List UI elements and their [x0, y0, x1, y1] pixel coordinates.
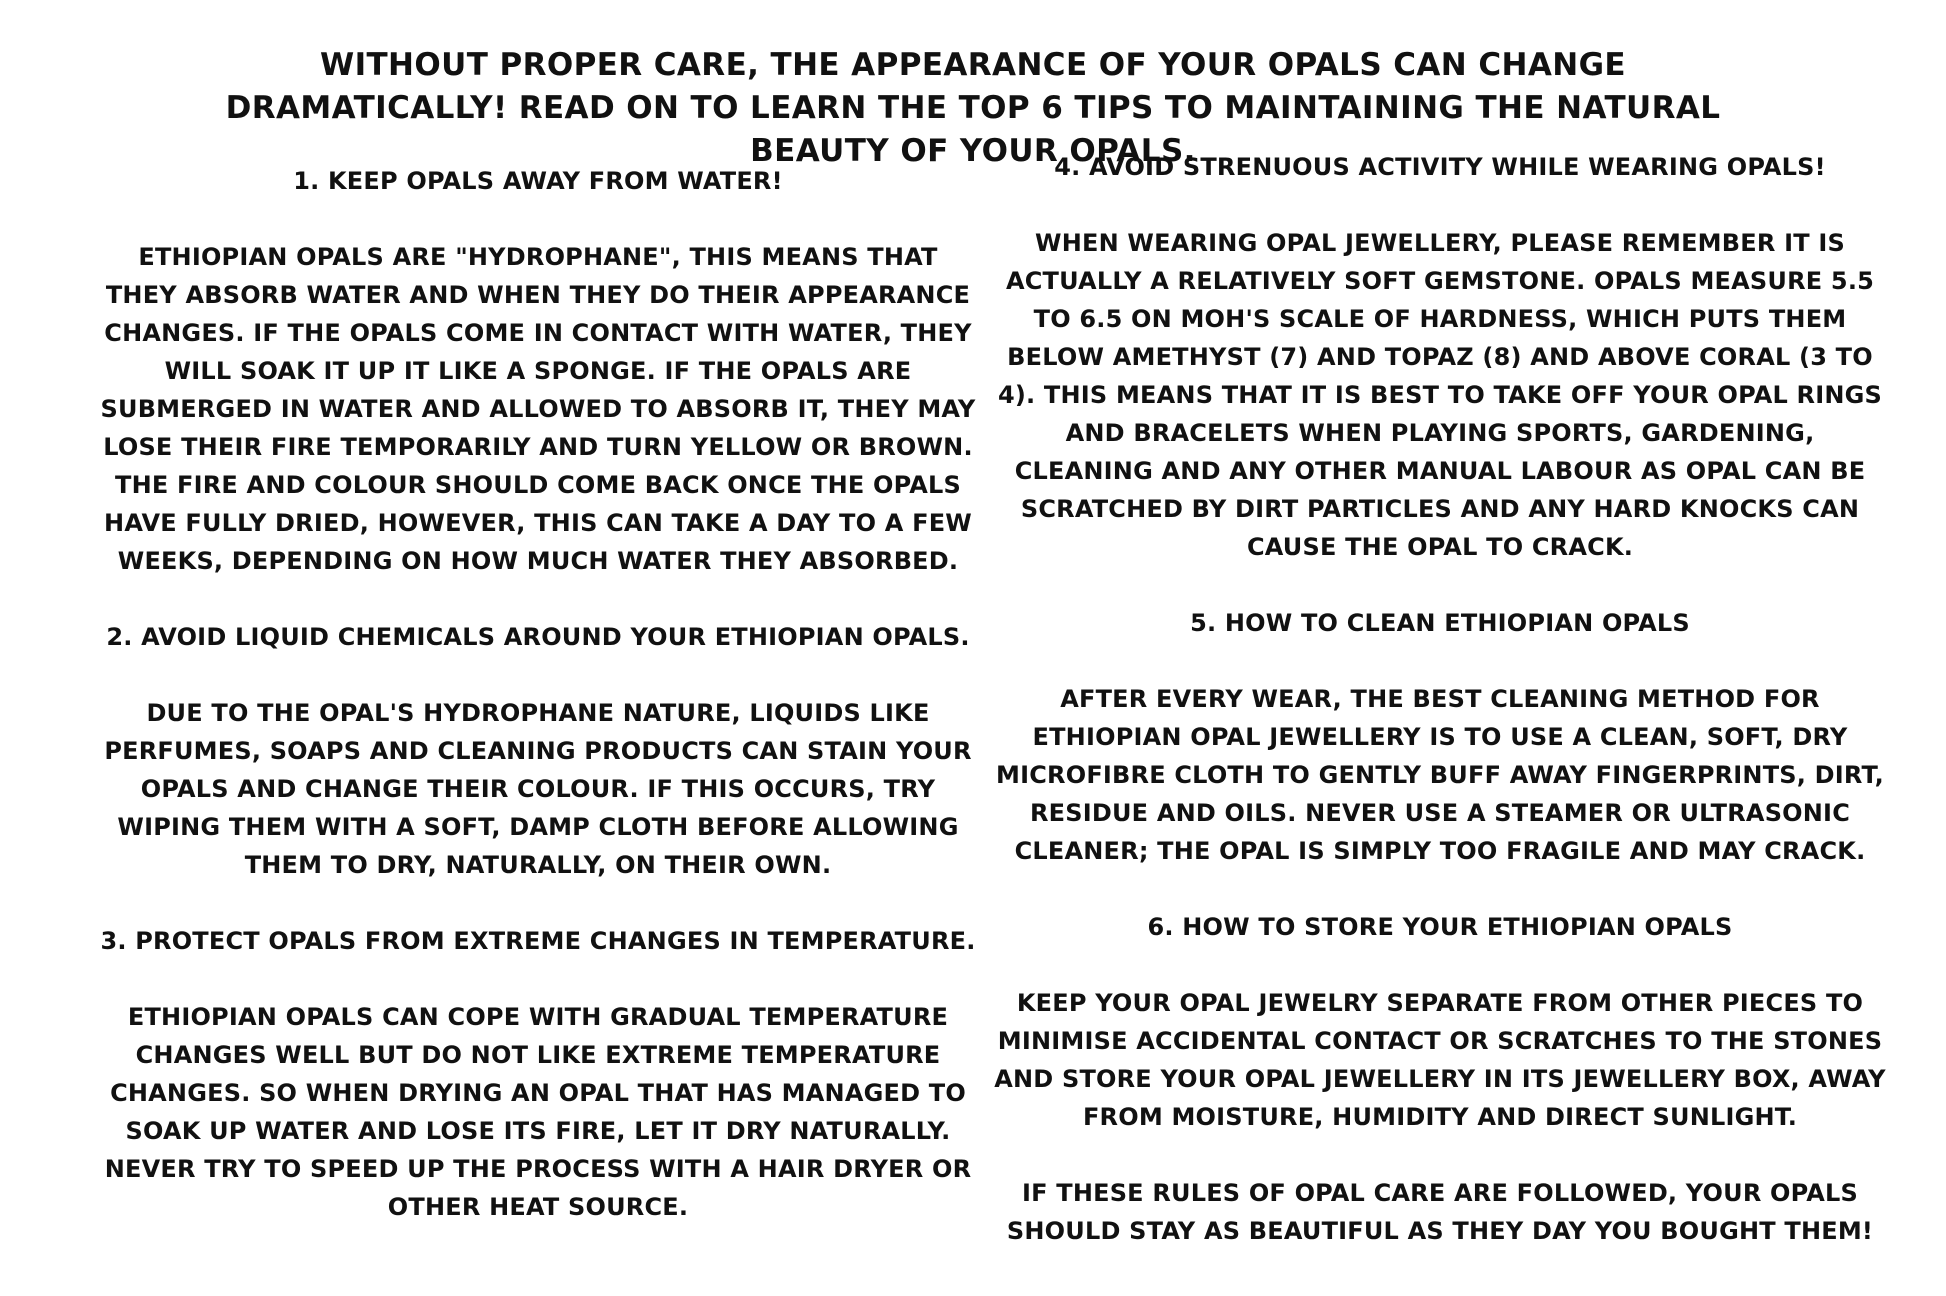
tip-body: DUE TO THE OPAL'S HYDROPHANE NATURE, LIQUIDS LIKE PERFUMES, SOAPS AND CLEANING PRODUCTS CAN STAIN YOUR OPALS AND CHANGE THEIR COLOUR. IF THIS OCCURS, TRY WIPING THEM WITH A SOFT, DAMP CLOTH BEFORE ALLOWING THEM TO DRY, NATURALLY, ON THEIR OWN.	[104, 699, 972, 879]
tip-heading: 2. AVOID LIQUID CHEMICALS AROUND YOUR ETHIOPIAN OPALS.	[106, 623, 970, 651]
intro-text: WITHOUT PROPER CARE, THE APPEARANCE OF YOUR OPALS CAN CHANGE DRAMATICALLY! READ ON TO LEARN THE TOP 6 TIPS TO MAINTAINING THE NATURAL BEAUTY OF YOUR OPALS.	[225, 47, 1721, 169]
right-column	[994, 148, 1886, 1250]
tip-4	[994, 148, 1886, 566]
tip-6	[994, 908, 1886, 1136]
tip-body: WHEN WEARING OPAL JEWELLERY, PLEASE REMEMBER IT IS ACTUALLY A RELATIVELY SOFT GEMSTONE. OPALS MEASURE 5.5 TO 6.5 ON MOH'S SCALE OF HARDNESS, WHICH PUTS THEM BELOW AMETHYST (7) AND TOPAZ (8) AND ABOVE CORAL (3 TO 4). THIS MEANS THAT IT IS BEST TO TAKE OFF YOUR OPAL RINGS AND BRACELETS WHEN PLAYING SPORTS, GARDENING, CLEANING AND ANY OTHER MANUAL LABOUR AS OPAL CAN BE SCRATCHED BY DIRT PARTICLES AND ANY HARD KNOCKS CAN CAUSE THE OPAL TO CRACK.	[997, 229, 1882, 561]
tip-heading: 6. HOW TO STORE YOUR ETHIOPIAN OPALS	[1147, 913, 1733, 941]
tip-5	[994, 604, 1886, 870]
tip-heading: 4. AVOID STRENUOUS ACTIVITY WHILE WEARING OPALS!	[1054, 153, 1826, 181]
tip-body: KEEP YOUR OPAL JEWELRY SEPARATE FROM OTHER PIECES TO MINIMISE ACCIDENTAL CONTACT OR SCRATCHES TO THE STONES AND STORE YOUR OPAL JEWELLERY IN ITS JEWELLERY BOX, AWAY FROM MOISTURE, HUMIDITY AND DIRECT SUNLIGHT.	[994, 989, 1886, 1131]
tip-2	[100, 618, 976, 884]
tip-heading: 1. KEEP OPALS AWAY FROM WATER!	[293, 167, 783, 195]
tip-1	[100, 162, 976, 580]
tip-body: ETHIOPIAN OPALS CAN COPE WITH GRADUAL TEMPERATURE CHANGES WELL BUT DO NOT LIKE EXTREME TEMPERATURE CHANGES. SO WHEN DRYING AN OPAL THAT HAS MANAGED TO SOAK UP WATER AND LOSE ITS FIRE, LET IT DRY NATURALLY. NEVER TRY TO SPEED UP THE PROCESS WITH A HAIR DRYER OR OTHER HEAT SOURCE.	[104, 1003, 972, 1221]
tip-body: AFTER EVERY WEAR, THE BEST CLEANING METHOD FOR ETHIOPIAN OPAL JEWELLERY IS TO USE A CLEAN, SOFT, DRY MICROFIBRE CLOTH TO GENTLY BUFF AWAY FINGERPRINTS, DIRT, RESIDUE AND OILS. NEVER USE A STEAMER OR ULTRASONIC CLEANER; THE OPAL IS SIMPLY TOO FRAGILE AND MAY CRACK.	[996, 685, 1884, 865]
left-column	[100, 162, 976, 1264]
tip-body: ETHIOPIAN OPALS ARE "HYDROPHANE", THIS MEANS THAT THEY ABSORB WATER AND WHEN THEY DO THEIR APPEARANCE CHANGES. IF THE OPALS COME IN CONTACT WITH WATER, THEY WILL SOAK IT UP IT LIKE A SPONGE. IF THE OPALS ARE SUBMERGED IN WATER AND ALLOWED TO ABSORB IT, THEY MAY LOSE THEIR FIRE TEMPORARILY AND TURN YELLOW OR BROWN. THE FIRE AND COLOUR SHOULD COME BACK ONCE THE OPALS HAVE FULLY DRIED, HOWEVER, THIS CAN TAKE A DAY TO A FEW WEEKS, DEPENDING ON HOW MUCH WATER THEY ABSORBED.	[100, 243, 976, 575]
tip-heading: 5. HOW TO CLEAN ETHIOPIAN OPALS	[1190, 609, 1690, 637]
tip-heading: 3. PROTECT OPALS FROM EXTREME CHANGES IN TEMPERATURE.	[100, 927, 976, 955]
closing-text: IF THESE RULES OF OPAL CARE ARE FOLLOWED, YOUR OPALS SHOULD STAY AS BEAUTIFUL AS THEY DAY YOU BOUGHT THEM!	[1006, 1179, 1874, 1245]
tip-3	[100, 922, 976, 1226]
